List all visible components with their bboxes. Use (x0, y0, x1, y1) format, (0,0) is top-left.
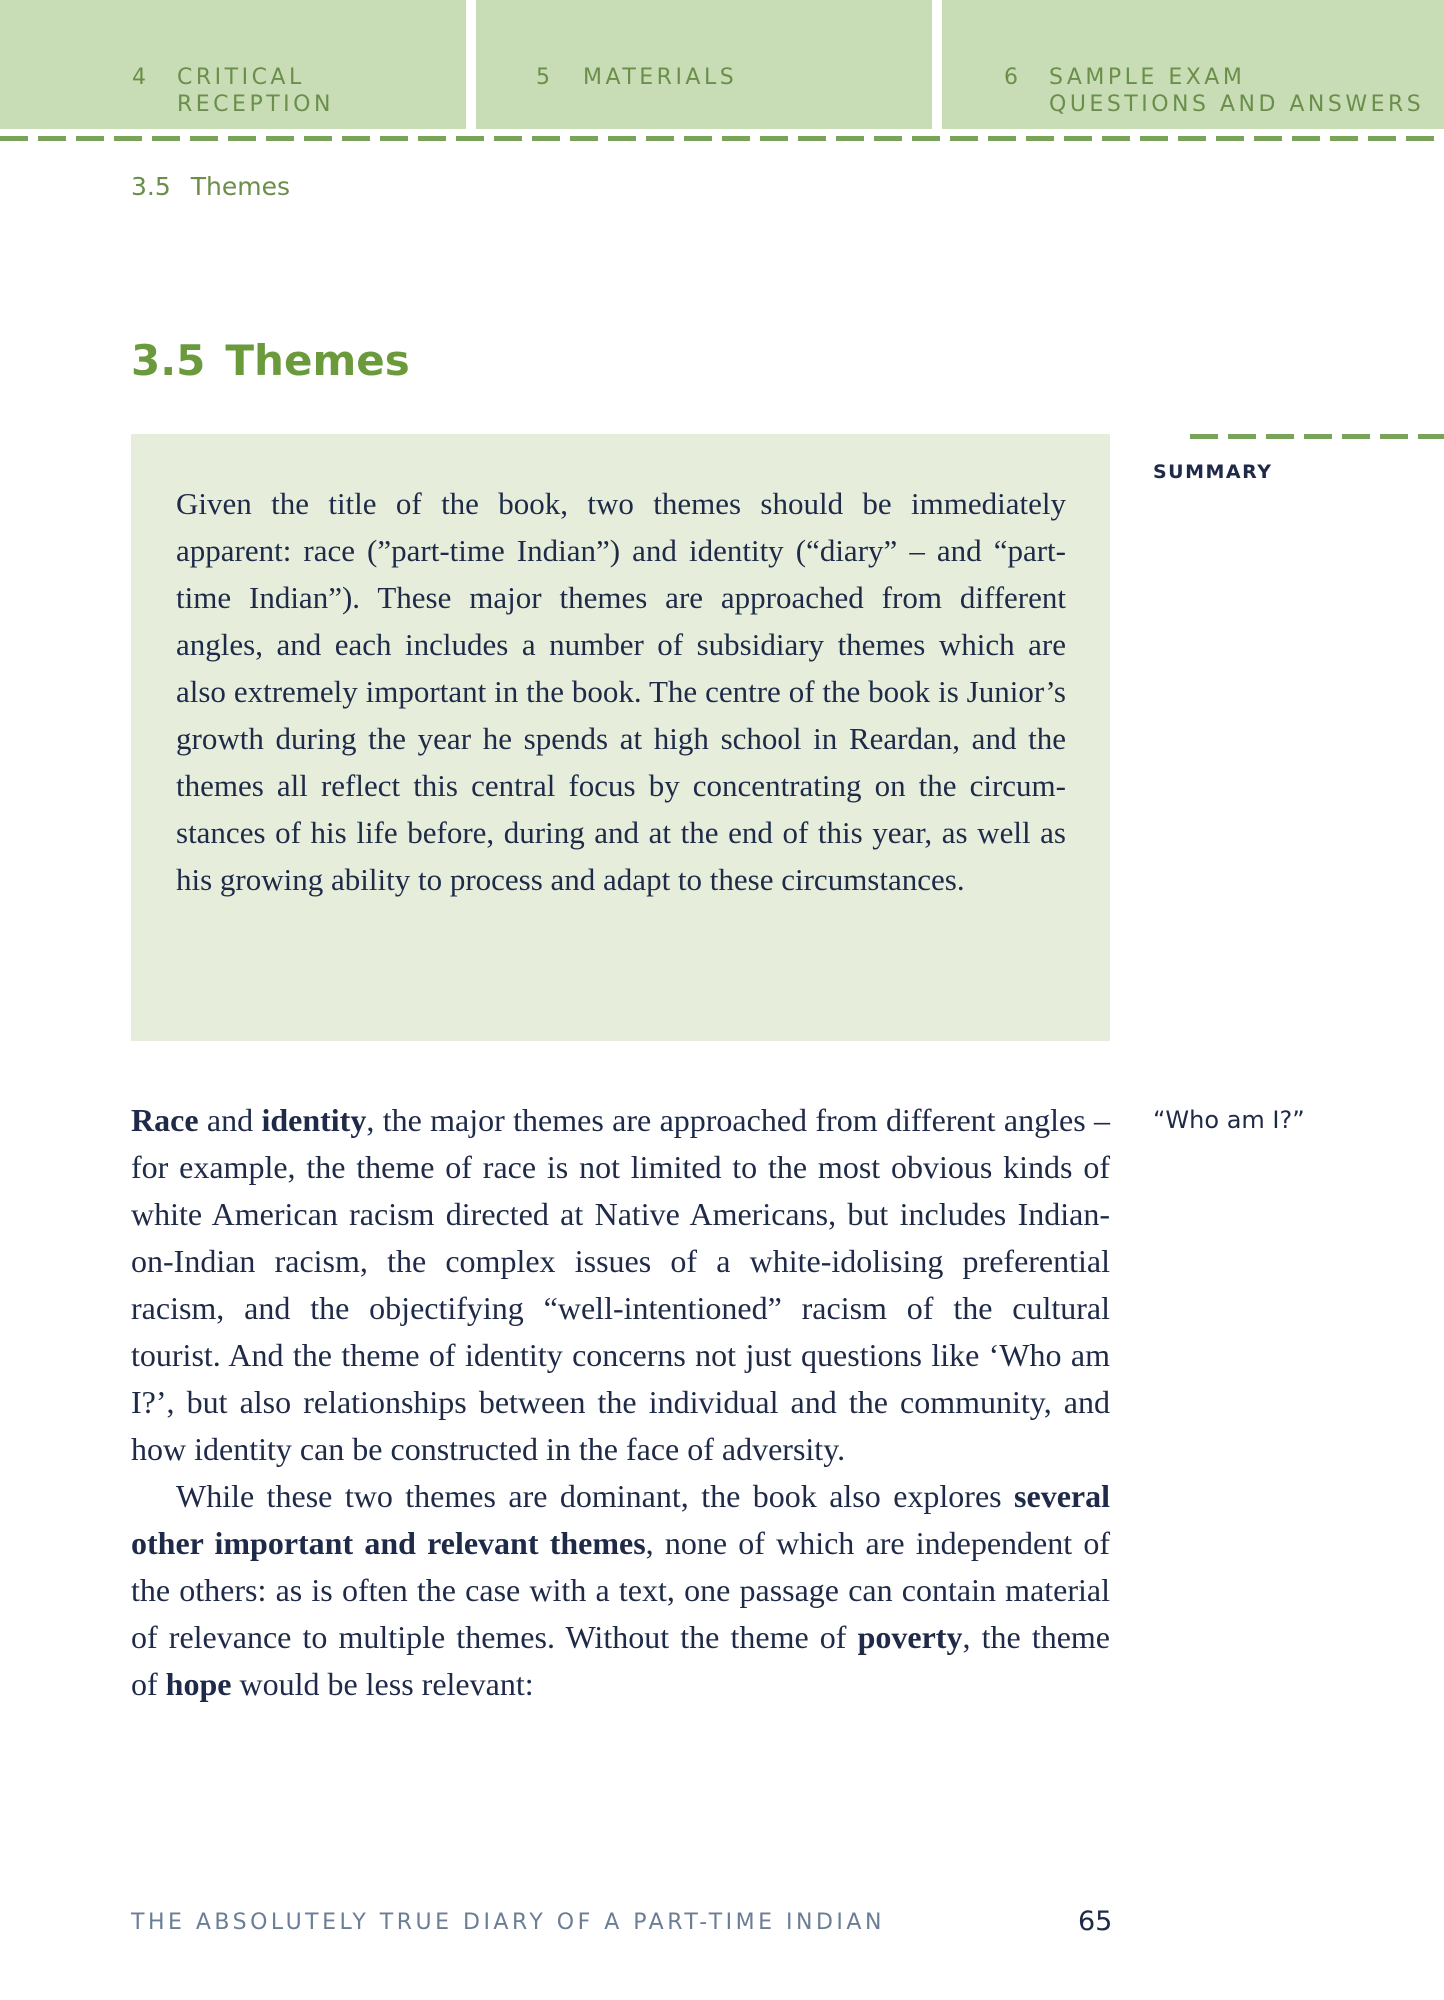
summary-box (131, 434, 1110, 1041)
summary-label: SUMMARY (1153, 461, 1273, 483)
nav-tab-label: MATERIALS (583, 65, 738, 90)
summary-text: Given the title of the book, two themes should be immediately apparent: race (”part-time Indian”) and identity (“diary” – and “part-time Indian”). These major themes are approached from different angles, and each includes a number of subsidiary themes which are also extremely important in the book. The centre of the book is Junior’s growth during the year he spends at high school in Reardan, and the themes all reflect this central focus by concentrating on the circumstances of his life before, during and at the end of this year, as well as his growing ability to process and adapt to these circumstances. (176, 486, 1066, 897)
nav-tab-materials[interactable] (476, 0, 932, 129)
nav-tab-number: 6 (1004, 65, 1022, 90)
breadcrumb (131, 172, 290, 201)
paragraph: Race and identity, the major themes are approached from different angles – for example, the theme of race is not limited to the most obvious kinds of white American racism directed at Native Americans, but includes Indian-on-Indian racism, the complex issues of a white-idolising preferential racism, and the objectifying “well-intentioned” racism of the cultural tourist. And the theme of identity concerns not just questions like ‘Who am I?’, but also relationships between the individual and the community, and how identity can be constructed in the face of adversity. (131, 1102, 1110, 1467)
section-title: Themes (225, 336, 410, 385)
footer-book-title: THE ABSOLUTELY TRUE DIARY OF A PART-TIME INDIAN (131, 1910, 885, 1935)
paragraph: While these two themes are dominant, the book also explores several other important and relevant themes, none of which are independent of the others: as is often the case with a text, one passage can contain material of relevance to multiple themes. Without the theme of poverty, the theme of hope would be less relevant: (131, 1478, 1111, 1702)
breadcrumb-title: Themes (190, 172, 291, 201)
header-divider (0, 136, 1444, 141)
nav-tab-sample-exam[interactable] (942, 0, 1444, 129)
section-number: 3.5 (131, 336, 206, 385)
margin-note: “Who am I?” (1153, 1106, 1305, 1134)
page-number: 65 (1078, 1906, 1113, 1937)
nav-tab-label: CRITICAL RECEPTION (177, 65, 334, 117)
body-text (131, 1097, 1110, 1708)
nav-tab-label: SAMPLE EXAM QUESTIONS AND ANSWERS (1049, 65, 1425, 117)
margin-divider (1190, 434, 1444, 439)
section-heading (131, 336, 410, 385)
nav-tab-critical-reception[interactable] (0, 0, 466, 129)
nav-tab-number: 4 (132, 65, 150, 90)
breadcrumb-number: 3.5 (131, 172, 171, 201)
nav-tab-number: 5 (536, 65, 554, 90)
